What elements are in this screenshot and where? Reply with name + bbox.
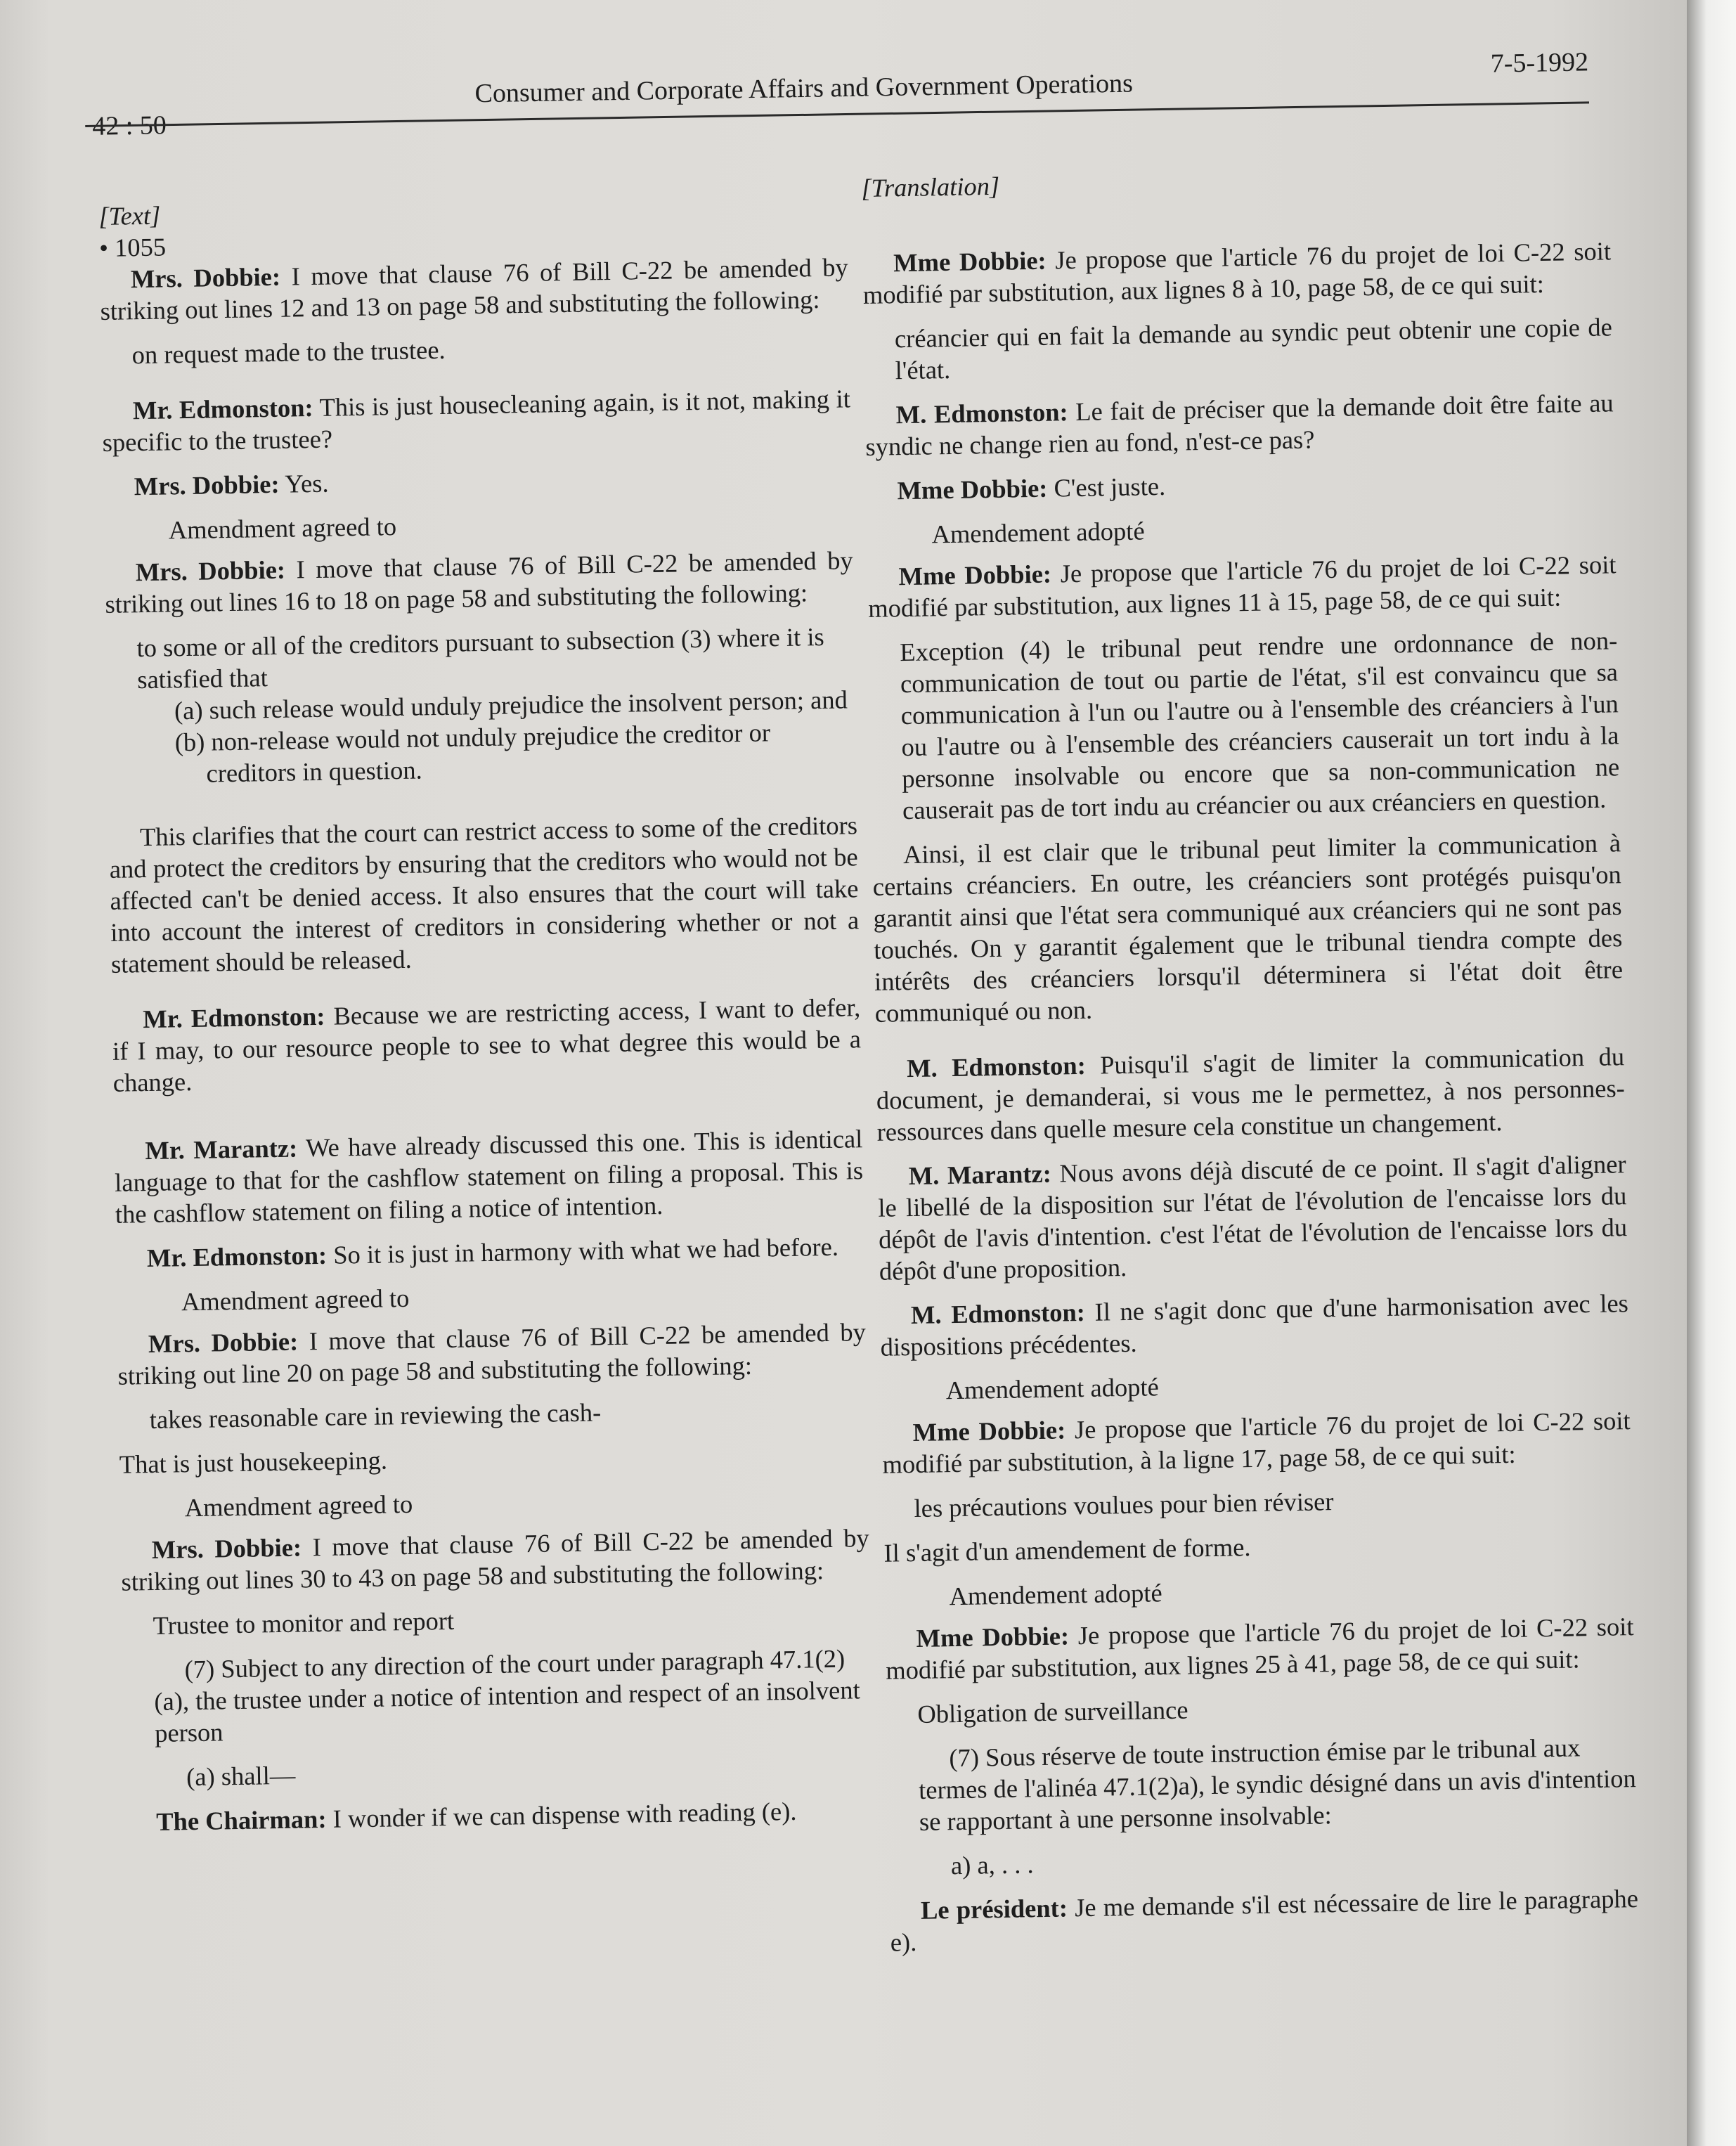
speaker: M. Edmonston: xyxy=(895,397,1068,429)
statement-text: I move that clause 76 of Bill C-22 be amended by striking out lines 30 to 43 on page 58 and substituting the following: xyxy=(121,1523,870,1596)
speaker: M. Edmonston: xyxy=(906,1050,1087,1083)
explanation: This clarifies that the court can restrict access to some of the creditors and protect the creditors by ensuring that the creditors who would not be affected can't be denied access. It also ensures that the court will take into account the interest of creditors in considering whether or not a statement should be released. xyxy=(109,810,860,978)
quoted-amendment: les précautions voulues pour bien réviser xyxy=(914,1487,1334,1523)
quoted-heading: Obligation de surveillance xyxy=(917,1695,1188,1728)
speaker: Mrs. Dobbie: xyxy=(130,261,281,294)
statement xyxy=(125,1794,874,1838)
statement xyxy=(881,1404,1631,1480)
statement-text: I move that clause 76 of Bill C-22 be amended by striking out lines 12 and 13 on page 58 and substituting the following: xyxy=(100,252,849,325)
page-number: 42 : 50 xyxy=(91,110,167,141)
amendment-status: Amendment agreed to xyxy=(168,512,397,545)
speaker: Mr. Edmonston: xyxy=(132,392,313,425)
header-rule xyxy=(85,101,1589,127)
quoted-amendment-item: a) a, . . . xyxy=(950,1849,1034,1880)
statement xyxy=(112,991,862,1099)
quoted-amendment: (7) Sous réserve de toute instruction émise par le tribunal aux termes de l'alinéa 47.1(2)a), le syndic désigné dans un avis d'intention se rapportant à une personne insolvable: xyxy=(918,1733,1637,1836)
quoted-heading: Trustee to monitor and report xyxy=(153,1605,455,1640)
speaker: Le président: xyxy=(920,1893,1068,1925)
quoted-amendment: on request made to the trustee. xyxy=(131,335,446,370)
speaker: Mr. Edmonston: xyxy=(146,1240,328,1273)
statement xyxy=(103,458,852,503)
speaker: M. Edmonston: xyxy=(910,1297,1086,1330)
quoted-amendment-item: (a) such release would unduly prejudice the insolvent person; and xyxy=(174,685,848,725)
statement-text: Nous avons déjà discuté de ce point. Il s'agit d'aligner le libellé de la disposition sur l'état de l'évolution de l'encaisse lors du dépôt de l'avis d'intention. c'est l'état de l'évolution de l'encaisse lors du dépôt d'une proposition. xyxy=(878,1149,1628,1286)
quoted-amendment: Exception (4) le tribunal peut rendre une ordonnance de non-communication de tout ou partie de l'état, s'il est convaincu que sa communication à l'un ou l'autre ou à l'ensemble des créanciers à l'un ou l'autre ou à l'ensemble des créanciers causerait un tort indu à la personne insolvable ou encore que sa non-communication ne causerait pas de tort indu au créancier ou aux créanciers en question. xyxy=(899,626,1620,825)
speaker: Mme Dobbie: xyxy=(893,245,1047,278)
amendment-status: Amendement adopté xyxy=(949,1578,1162,1611)
statement-text: Because we are restricting access, I want to defer, if I may, to our resource people to see to what degree this would be a change. xyxy=(112,993,862,1097)
speaker: Mrs. Dobbie: xyxy=(148,1326,299,1359)
speaker: Mrs. Dobbie: xyxy=(135,555,286,587)
statement-text: Je propose que l'article 76 du projet de loi C-22 soit modifié par substitution, aux lignes 8 à 10, page 58, de ce qui suit: xyxy=(862,236,1612,309)
quoted-amendment: to some or all of the creditors pursuant to subsection (3) where it is satisfied that xyxy=(136,621,824,694)
statement xyxy=(114,1123,864,1230)
explanation: Ainsi, il est clair que le tribunal peut limiter la communication à certains créanciers. En outre, les créanciers sont protégés puisqu'on garantit ainsi que l'état sera communiqué aux créanciers qui ne sont pas touchés. On y garantit également que le tribunal tiendra compte des intérêts des créanciers lorsqu'il déterminera si l'état doit être communiqué ou non. xyxy=(872,828,1624,1028)
quoted-amendment: takes reasonable care in reviewing the cash- xyxy=(149,1397,602,1435)
speaker: Mme Dobbie: xyxy=(898,559,1052,591)
quoted-amendment: créancier qui en fait la demande au syndic peut obtenir une copie de l'état. xyxy=(894,312,1613,385)
statement: Il s'agit d'un amendement de forme. xyxy=(883,1532,1251,1568)
french-column xyxy=(861,160,1639,1970)
statement xyxy=(876,1040,1626,1148)
statement xyxy=(99,251,848,327)
statement-text: Je me demande s'il est nécessaire de lire le paragraphe e). xyxy=(890,1884,1639,1957)
page-date: 7-5-1992 xyxy=(1490,47,1589,79)
statement xyxy=(117,1316,867,1392)
page-edge xyxy=(1687,0,1736,2146)
speaker: Mrs. Dobbie: xyxy=(151,1532,302,1565)
statement xyxy=(102,382,851,458)
speaker: Mrs. Dobbie: xyxy=(134,469,280,501)
translation-tag: [Translation] xyxy=(861,171,1000,202)
text-tag: [Text] xyxy=(98,200,161,231)
statement xyxy=(104,544,853,620)
amendment-status: Amendment agreed to xyxy=(181,1283,410,1317)
statement-text: Le fait de préciser que la demande doit être faite au syndic ne change rien au fond, n'est-ce pas? xyxy=(865,388,1614,461)
statement xyxy=(116,1230,865,1274)
statement xyxy=(885,1610,1634,1686)
speaker: Mr. Marantz: xyxy=(145,1133,298,1165)
statement-text: I move that clause 76 of Bill C-22 be amended by striking out lines 16 to 18 on page 58 and substituting the following: xyxy=(105,545,853,619)
statement-text: Je propose que l'article 76 du projet de loi C-22 soit modifié par substitution, aux lignes 11 à 15, page 58, de ce qui suit: xyxy=(867,550,1617,623)
quoted-amendment-item: (a) shall— xyxy=(186,1760,296,1792)
statement: That is just housekeeping. xyxy=(119,1445,388,1479)
amendment-status: Amendement adopté xyxy=(931,516,1145,549)
page-header xyxy=(84,46,1589,141)
speaker: Mr. Edmonston: xyxy=(142,1001,325,1034)
quoted-amendment-item: (b) non-release would not unduly prejudice the creditor or creditors in question. xyxy=(174,718,771,788)
quoted-amendment: (7) Subject to any direction of the court under paragraph 47.1(2)(a), the trustee under a notice of intention and respect of an insolvent person xyxy=(154,1643,861,1747)
statement xyxy=(867,548,1617,624)
statement xyxy=(880,1287,1629,1363)
speaker: Mme Dobbie: xyxy=(897,473,1048,505)
time-marker: • 1055 xyxy=(98,232,167,262)
statement-text: C'est juste. xyxy=(1047,471,1166,503)
statement-text: We have already discussed this one. This is identical language to that for the cashflow statement on filing a proposal. This is the cashflow statement on filing a notice of intention. xyxy=(114,1124,864,1229)
statement xyxy=(877,1148,1628,1287)
running-title: Consumer and Corporate Affairs and Government Operations xyxy=(474,68,1134,109)
statement-text: Il ne s'agit donc que d'une harmonisation avec les dispositions précédentes. xyxy=(880,1288,1629,1362)
statement xyxy=(864,387,1614,463)
speaker: Mme Dobbie: xyxy=(916,1621,1070,1653)
statement-text: Puisqu'il s'agit de limiter la communication du document, je demanderai, si vous me le permettez, à nos personnes-ressources dans quelle mesure cela constitue un changement. xyxy=(876,1042,1626,1146)
statement xyxy=(120,1522,869,1598)
speaker: Mme Dobbie: xyxy=(912,1415,1066,1447)
statement-text: I move that clause 76 of Bill C-22 be amended by striking out line 20 on page 58 and substituting the following: xyxy=(117,1317,867,1390)
statement-text: This is just housecleaning again, is it not, making it specific to the trustee? xyxy=(102,384,851,457)
statement-text: I wonder if we can dispense with reading (e). xyxy=(326,1796,797,1833)
english-column xyxy=(98,188,874,1850)
speaker: The Chairman: xyxy=(155,1804,327,1836)
amendment-status: Amendement adopté xyxy=(945,1372,1160,1405)
statement-text: So it is just in harmony with what we had before. xyxy=(326,1232,839,1269)
statement xyxy=(890,1882,1639,1958)
speaker: M. Marantz: xyxy=(908,1158,1052,1191)
amendment-status: Amendment agreed to xyxy=(184,1489,413,1523)
statement xyxy=(866,463,1615,507)
statement-text: Je propose que l'article 76 du projet de loi C-22 soit modifié par substitution, aux lignes 25 à 41, page 58, de ce qui suit: xyxy=(886,1612,1634,1685)
statement-text: Je propose que l'article 76 du projet de loi C-22 soit modifié par substitution, à la ligne 17, page 58, de ce qui suit: xyxy=(882,1406,1631,1479)
statement-text: Yes. xyxy=(279,468,329,498)
statement xyxy=(862,235,1612,311)
